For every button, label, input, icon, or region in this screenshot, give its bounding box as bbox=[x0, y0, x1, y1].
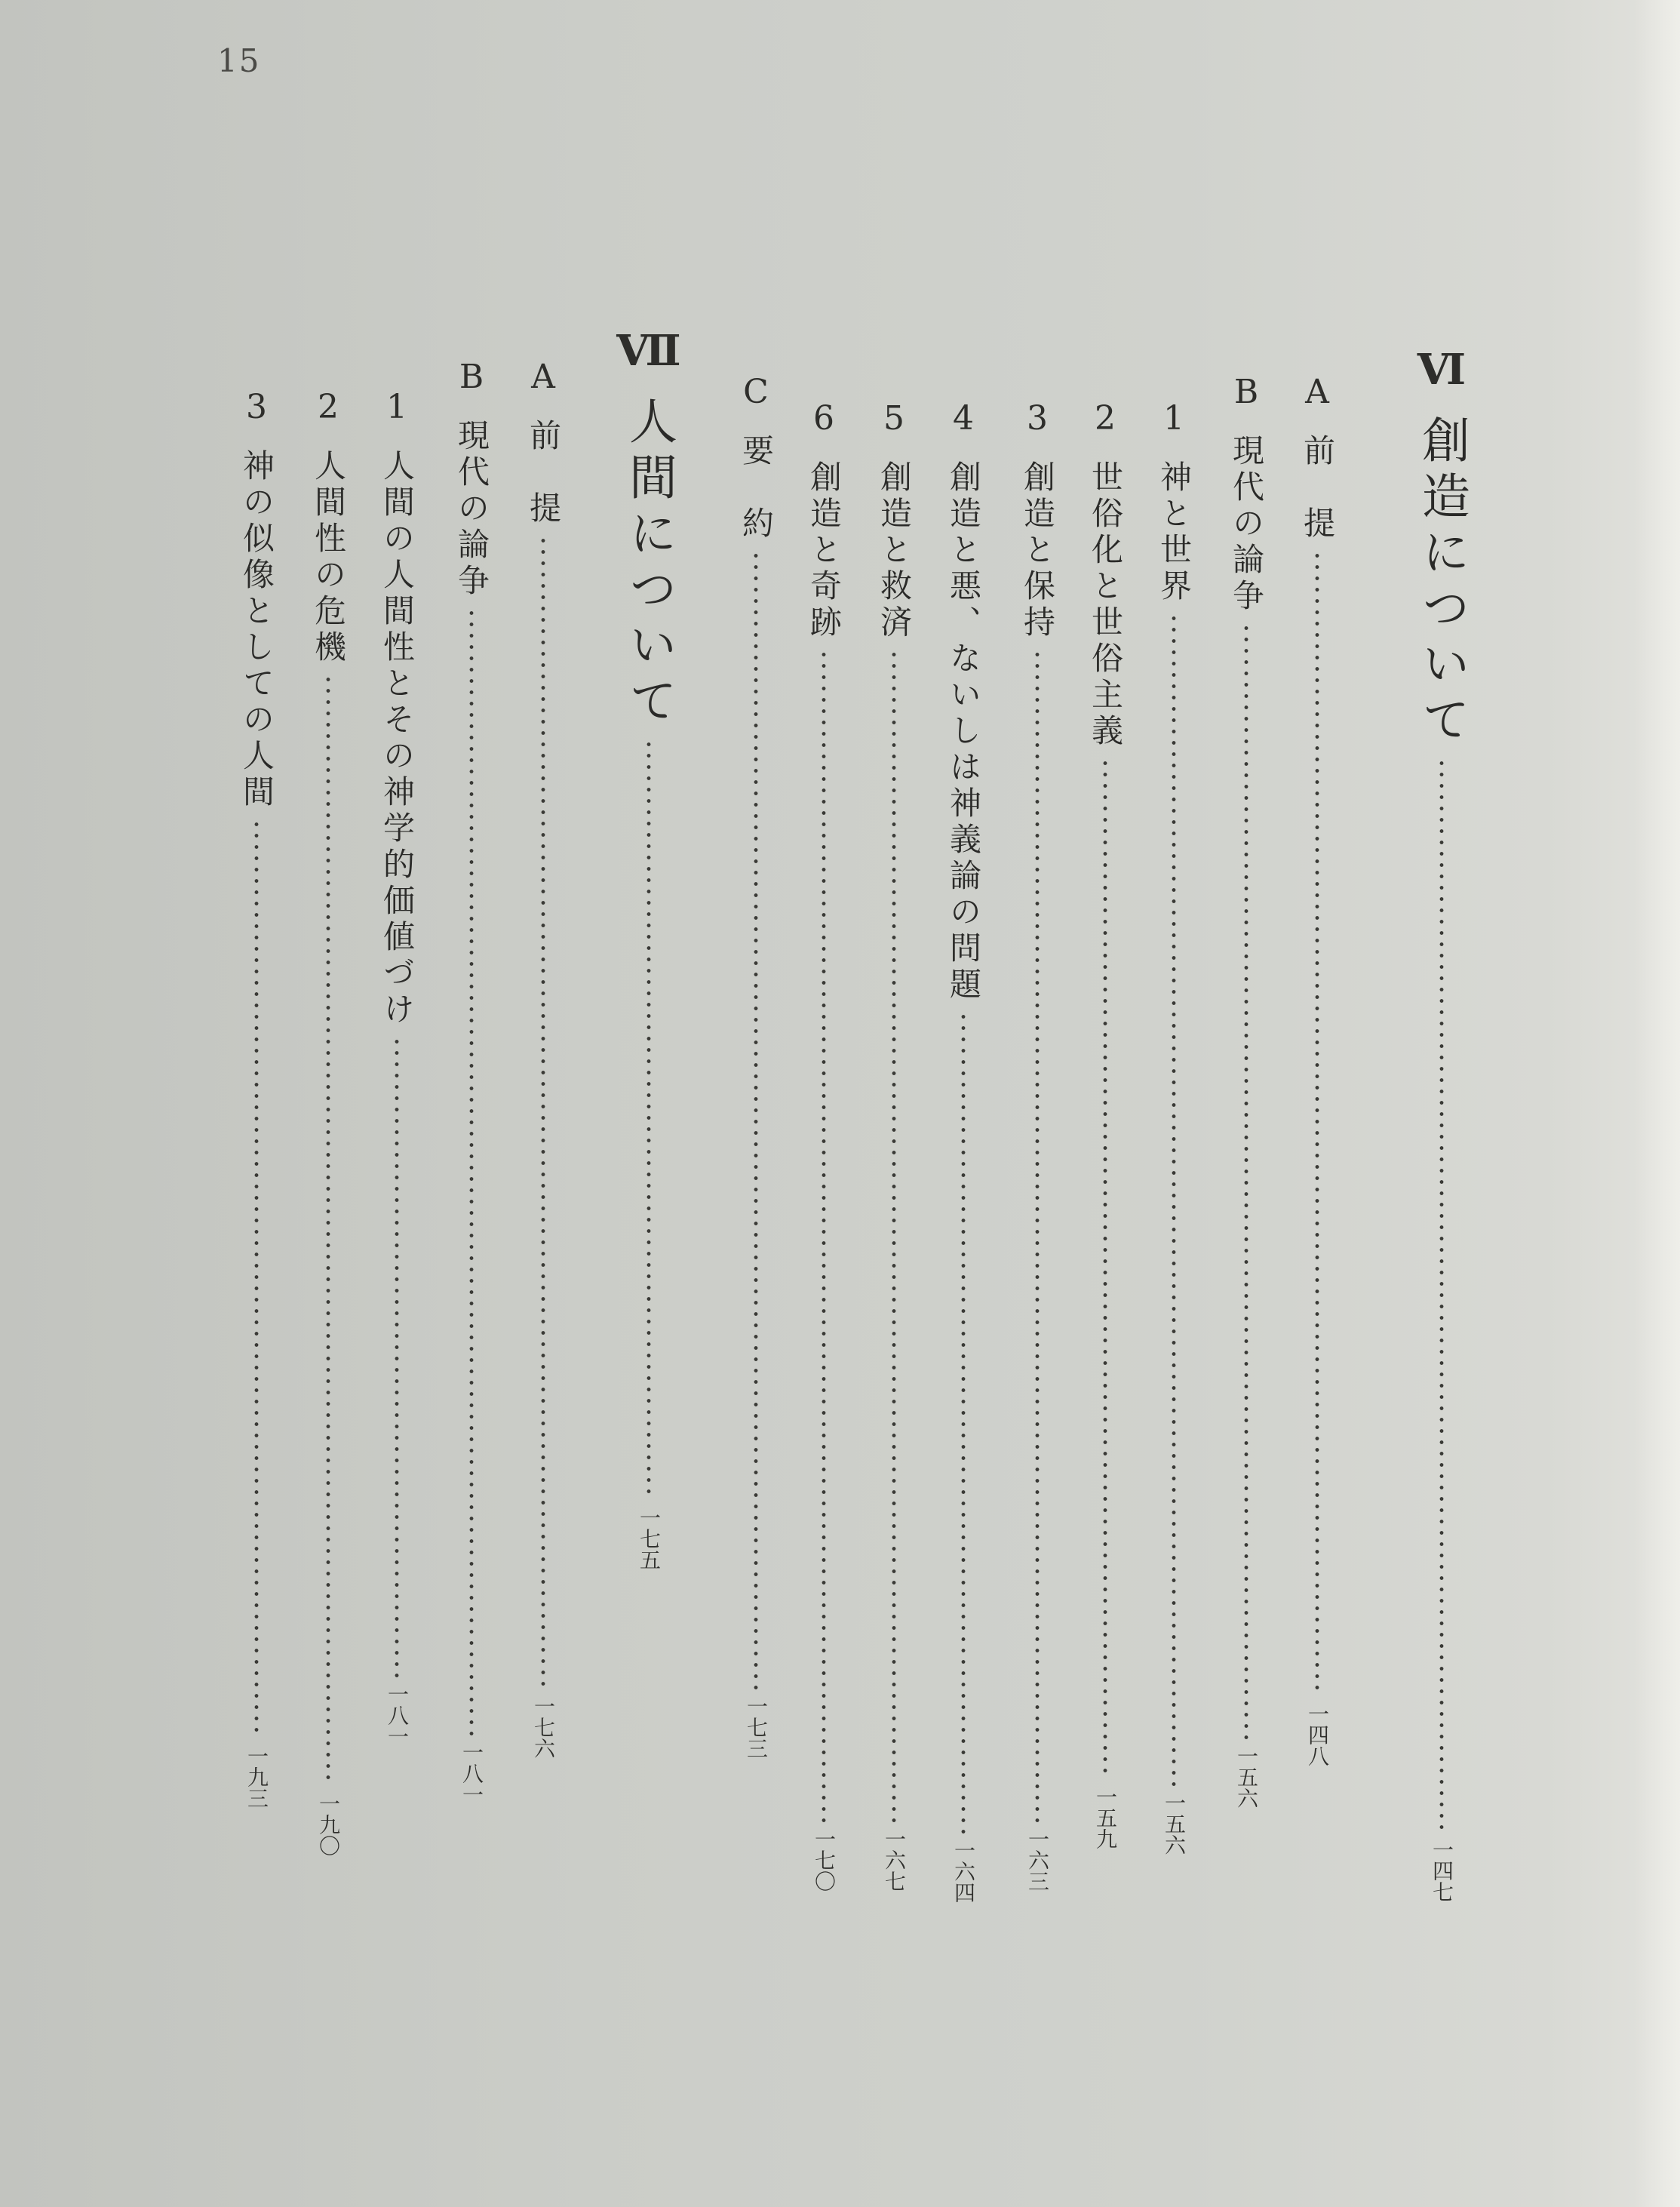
leader-dots bbox=[395, 1036, 399, 1677]
leader-dots bbox=[754, 550, 758, 1689]
page-reference: 一九三 bbox=[244, 1745, 269, 1809]
item-title: 創造と保持 bbox=[1019, 460, 1056, 641]
leader-dots bbox=[892, 649, 896, 1822]
page-reference: 一五六 bbox=[1234, 1745, 1259, 1809]
section-letter: B bbox=[459, 358, 484, 396]
toc-entry-7a bbox=[513, 0, 573, 2207]
toc-entry-6b2 bbox=[1075, 0, 1135, 2207]
leader-dots bbox=[1172, 613, 1176, 1786]
section-letter: A bbox=[531, 358, 555, 396]
item-number: 6 bbox=[813, 399, 834, 438]
toc-entry-7b bbox=[441, 0, 502, 2207]
page-reference: 一七五 bbox=[637, 1507, 662, 1570]
leader-dots bbox=[326, 674, 330, 1787]
item-number: 5 bbox=[883, 399, 904, 438]
section-title: 現代の論争 bbox=[1228, 434, 1265, 615]
page-number: 15 bbox=[217, 42, 261, 79]
section-title: 前 提 bbox=[525, 419, 562, 527]
item-title: 神と世界 bbox=[1156, 460, 1193, 605]
page-reference: 一七三 bbox=[744, 1695, 769, 1759]
page-reference: 一四七 bbox=[1430, 1839, 1454, 1902]
page-reference: 一五九 bbox=[1093, 1786, 1118, 1849]
item-title: 人間の人間性とその神学的価値づけ bbox=[379, 449, 416, 1028]
section-letter: C bbox=[743, 373, 769, 411]
toc-entry-7b1 bbox=[367, 0, 427, 2207]
leader-dots bbox=[822, 649, 826, 1822]
leader-dots bbox=[469, 607, 474, 1735]
page-reference: 一七〇 bbox=[812, 1828, 837, 1892]
toc-entry-6b5 bbox=[864, 0, 924, 2207]
page-reference: 一六四 bbox=[951, 1840, 976, 1903]
page-reference: 一八一 bbox=[459, 1741, 484, 1805]
toc-entry-7b3 bbox=[226, 0, 287, 2207]
item-title: 人間性の危機 bbox=[310, 449, 347, 666]
page-edge bbox=[1635, 0, 1680, 2207]
leader-dots bbox=[647, 739, 651, 1501]
toc-entry-6b bbox=[1216, 0, 1276, 2207]
leader-dots bbox=[1439, 758, 1444, 1833]
toc-entry-6b4 bbox=[933, 0, 994, 2207]
toc-entry-6a bbox=[1287, 0, 1347, 2207]
chapter-title: 創造について bbox=[1414, 415, 1470, 750]
item-number: 3 bbox=[246, 388, 267, 426]
item-number: 2 bbox=[1095, 399, 1116, 438]
toc-entry-6b6 bbox=[794, 0, 854, 2207]
page-reference: 一五六 bbox=[1162, 1792, 1187, 1855]
section-title: 要 約 bbox=[738, 434, 775, 543]
item-title: 世俗化と世俗主義 bbox=[1087, 460, 1124, 750]
toc-entry-6c bbox=[726, 0, 786, 2207]
chapter-title: 人間について bbox=[621, 396, 677, 731]
item-number: 1 bbox=[386, 388, 407, 426]
toc-entry-chapter-6 bbox=[1408, 0, 1476, 2207]
item-number: 3 bbox=[1027, 399, 1048, 438]
item-title: 創造と救済 bbox=[876, 460, 913, 641]
page-reference: 一六三 bbox=[1025, 1828, 1050, 1892]
section-title: 現代の論争 bbox=[453, 419, 490, 600]
toc-entry-6b1 bbox=[1144, 0, 1204, 2207]
toc-entry-6b3 bbox=[1007, 0, 1067, 2207]
leader-dots bbox=[1315, 550, 1319, 1697]
item-number: 1 bbox=[1163, 399, 1184, 438]
item-title: 神の似像としての人間 bbox=[238, 449, 275, 811]
leader-dots bbox=[541, 535, 545, 1689]
page-reference: 一七六 bbox=[531, 1695, 556, 1759]
leader-dots bbox=[961, 1011, 966, 1834]
toc-entry-chapter-7 bbox=[615, 0, 683, 2207]
chapter-number: Ⅶ bbox=[616, 326, 681, 376]
item-title: 創造と奇跡 bbox=[806, 460, 843, 641]
leader-dots bbox=[1103, 758, 1107, 1780]
chapter-number: Ⅵ bbox=[1417, 345, 1467, 395]
page-reference: 一九〇 bbox=[316, 1793, 341, 1856]
section-letter: A bbox=[1305, 373, 1329, 411]
section-title: 前 提 bbox=[1299, 434, 1336, 543]
item-title: 創造と悪、ないしは神義論の問題 bbox=[945, 460, 982, 1004]
toc-entry-7b2 bbox=[298, 0, 358, 2207]
leader-dots bbox=[1035, 649, 1040, 1822]
item-number: 2 bbox=[318, 388, 339, 426]
page-reference: 一四八 bbox=[1305, 1703, 1330, 1766]
page-reference: 一八一 bbox=[385, 1683, 410, 1747]
leader-dots bbox=[254, 819, 259, 1739]
leader-dots bbox=[1244, 622, 1248, 1739]
item-number: 4 bbox=[953, 399, 974, 438]
section-letter: B bbox=[1233, 373, 1259, 411]
page-reference: 一六七 bbox=[882, 1828, 907, 1892]
